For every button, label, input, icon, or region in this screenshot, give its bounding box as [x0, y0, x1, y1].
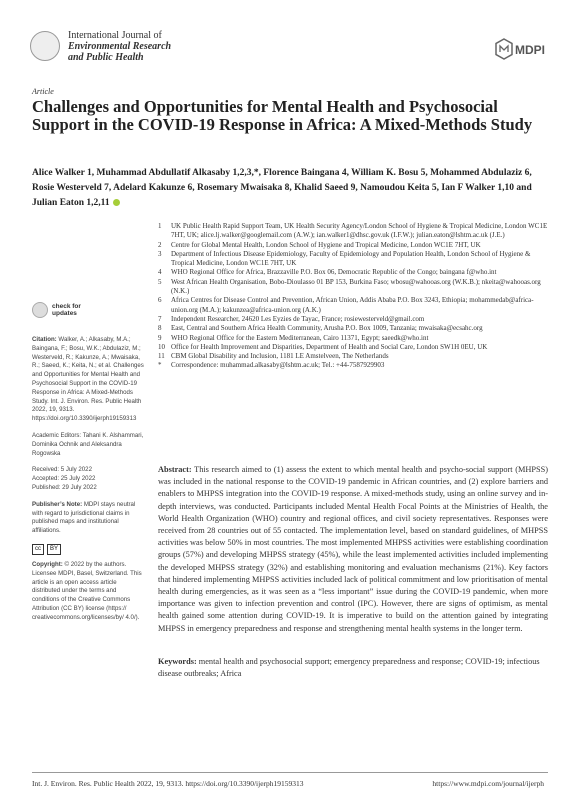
cc-license-badge[interactable]: [32, 544, 144, 555]
keywords-label: Keywords:: [158, 657, 197, 666]
accepted-date: Accepted: 25 July 2022: [32, 475, 96, 483]
abstract: [158, 464, 548, 635]
publisher-note: Publisher’s Note: MDPI stays neutral with regard to jurisdictional claims in published maps and institutional affiliations.: [32, 500, 136, 535]
journal-name: [68, 30, 171, 63]
author-list: [32, 166, 547, 211]
affiliation-item: 10 Office for Health Improvement and Disparities, Department of Health and Social Care, London SW1H 0EU, UK: [158, 342, 488, 351]
footer-divider: [32, 772, 548, 773]
received-date: Received: 5 July 2022: [32, 466, 92, 474]
mdpi-hexagon-icon: [495, 38, 513, 60]
journal-name-line1: International Journal of: [68, 30, 162, 41]
affiliation-item: 4 WHO Regional Office for Africa, Brazzaville P.O. Box 06, Democratic Republic of the Congo; baingana f@who.int: [158, 268, 497, 277]
affiliation-item: 11 CBM Global Disability and Inclusion, 1181 LE Amstelveen, The Netherlands: [158, 352, 389, 361]
abstract-label: Abstract:: [158, 465, 192, 474]
footer-citation[interactable]: Int. J. Environ. Res. Public Health 2022, 19, 9313. https://doi.org/10.3390/ijerph19159313: [32, 779, 304, 788]
citation-block: Citation: Walker, A.; Alkasaby, M.A.; Baingana, F.; Bosu, W.K.; Abdulaziz, M.; Westerveld, R.; Kakunze, A.; Mwaisaka, R.; Saeed, K.; Keita, N.; et al. Challenges and Opportunities for Mental Health and Psychosocial Support in the COVID-19 Response in Africa: A Mixed-Methods Study. Int. J. Environ. Res. Public Health 2022, 19, 9313. https://doi.org/10.3390/ijerph19159313: [32, 336, 144, 423]
affiliation-item: 8 East, Central and Southern Africa Health Community, Arusha P.O. Box 1009, Tanzania; mwaisaka@ecsahc.org: [158, 324, 483, 333]
copyright-block: Copyright: © 2022 by the authors. Licensee MDPI, Basel, Switzerland. This article is an open access article distributed under the terms and conditions of the Creative Commons Attribution (CC BY) license (https:// creativecommons.org/licenses/by/ 4.0/).: [32, 560, 142, 621]
journal-logo: [30, 31, 60, 61]
journal-name-line3: and Public Health: [68, 52, 144, 63]
publisher-logo[interactable]: [495, 38, 545, 62]
academic-editors: Academic Editors: Tahani K. Alshammari, Dominika Ochnik and Aleksandra Rogowska: [32, 431, 144, 457]
dates-block: [32, 466, 144, 492]
affiliation-item: 1 UK Public Health Rapid Support Team, UK Health Security Agency/London School of Hygiene & Tropical Medicine, London WC1E 7HT, UK; alice.lj.walker@googlemail.com (A.W.); ian.walker1@dhsc.gov.uk (I.F.W.); julian.eaton@lshtm.ac.uk (J.E.): [158, 222, 548, 240]
correspondence: * Correspondence: muhammad.alkasaby@lshtm.ac.uk; Tel.: +44-7587929903: [158, 361, 385, 370]
abstract-text: This research aimed to (1) assess the extent to which mental health and psycho-social support (MHPSS) was included in the national response to the COVID-19 pandemic in African countries, and (2) explore barriers and enablers to MHPSS integration into the COVID-19 response. A mixed-methods study, using an online survey and in-depth interviews, was conducted. Participants included Mental Health Focal Points at the Ministries of Health, the World Health Organization (WHO) country and regional offices, and civil society representatives. Responses were received from 28 countries out of 55 contacted. The implementation level, based on standard guidelines, of MHPSS activities was below 50% in most countries. The most implemented MHPSS activities were establishing coordination groups (57%) and developing MHPSS strategy (45%), while the least implemented activities included implementing the developed MHPSS strategy (32%) and establishing monitoring and evaluation mechanisms (21%). Key factors that hindered implementing MHPSS activities included lack of political commitment and low prioritisation of mental health during emergencies, as it was seen as a “less important” issue during the COVID-19 pandemic, when more importance was given to infection prevention and control (IPC). However, there are signs of optimism, as mental health gained some attention during COVID-19. It is imperative to build on the attention gained by integrating MHPSS in emergency preparedness and response and strengthening mental health systems in the longer term.: [158, 465, 548, 633]
affiliation-item: 3 Department of Infectious Disease Epidemiology, Faculty of Epidemiology and Population Health, London School of Hygiene & Tropical Medicine, London WC1E 7HT, UK: [158, 249, 531, 268]
article-type: Article: [32, 87, 54, 96]
paper-title: Challenges and Opportunities for Mental Health and Psychosocial Support in the COVID-19 Response in Africa: A Mixed-Methods Study: [32, 97, 533, 134]
publisher-name: MDPI: [515, 43, 545, 57]
affiliation-item: 7 Independent Researcher, 24620 Les Eyzies de Tayac, France; rosiewesterveld@gmail.com: [158, 314, 425, 323]
affiliation-item: 2 Centre for Global Mental Health, London School of Hygiene and Tropical Medicine, London WC1E 7HT, UK: [158, 240, 481, 249]
affiliation-item: 9 WHO Regional Office for the Eastern Mediterranean, Cairo 11371, Egypt; saeedk@who.int: [158, 333, 429, 342]
footer-url[interactable]: https://www.mdpi.com/journal/ijerph: [432, 779, 544, 788]
affiliations-list: [158, 222, 548, 371]
author-names: Alice Walker 1, Muhammad Abdullatif Alkasaby 1,2,3,*, Florence Baingana 4, William K. Bosu 5, Mohammed Abdulaziz 6, Rosie Westerveld 7, Adelard Kakunze 6, Rosemary Mwaisaka 8, Khalid Saeed 9, Namoudou Keita 5, Ian F Walker 1,10 and Julian Eaton 1,2,11: [32, 168, 532, 208]
cc-icon: cc: [32, 544, 44, 555]
orcid-icon[interactable]: [113, 199, 120, 206]
journal-name-line2: Environmental Research: [68, 41, 172, 52]
sidebar: [32, 302, 144, 631]
keywords-text: mental health and psychosocial support; emergency preparedness and response; COVID-19; infectious disease outbreaks; Africa: [158, 657, 540, 678]
check-for-updates-button[interactable]: check for updates: [32, 302, 144, 318]
check-updates-icon: [32, 302, 48, 318]
keywords: [158, 656, 548, 680]
published-date: Published: 29 July 2022: [32, 483, 97, 491]
by-icon: BY: [47, 544, 61, 555]
affiliation-item: 6 Africa Centres for Disease Control and Prevention, African Union, Addis Ababa P.O. Box 3243, Ethiopia; mohammedab@africa-union.org (M.A.); kakunzea@africa-union.org (A.K.): [158, 296, 534, 314]
affiliation-item: 5 West African Health Organisation, Bobo-Dioulasso 01 BP 153, Burkina Faso; wbosu@wahooas.org (W.K.B.); nkeita@wahooas.org (N.K.): [158, 277, 541, 296]
